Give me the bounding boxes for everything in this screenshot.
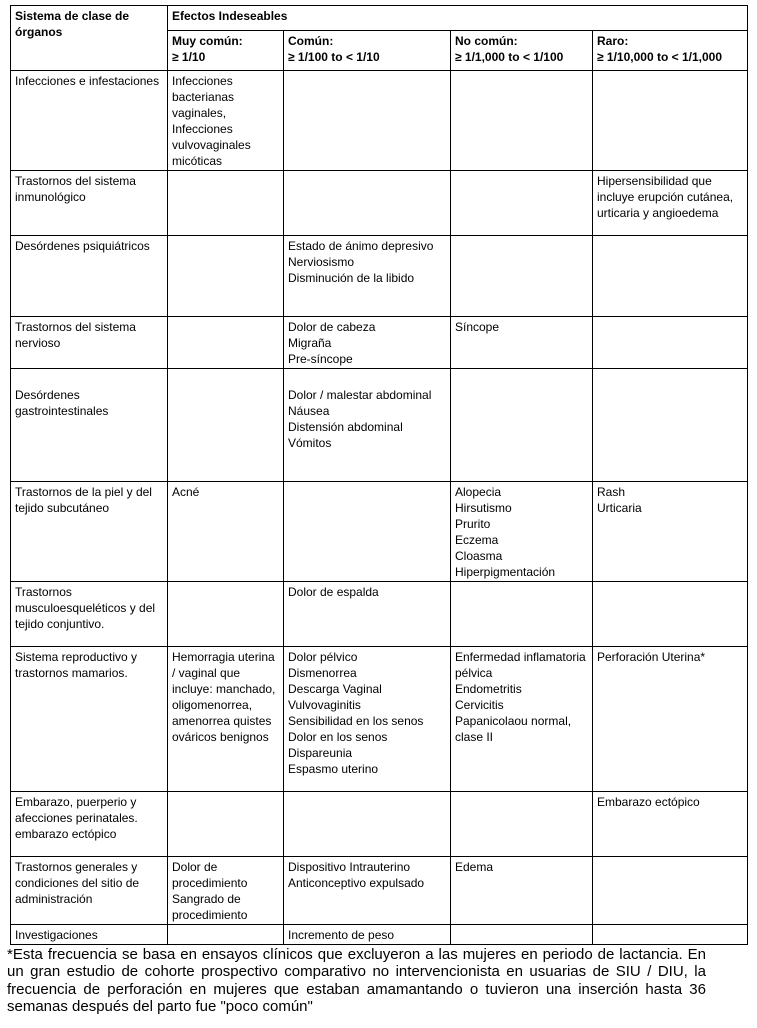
effect-item: Prurito bbox=[455, 517, 491, 531]
common-cell: Incremento de peso bbox=[284, 925, 451, 945]
effect-item: Dolor / malestar abdominal bbox=[288, 388, 432, 402]
effect-item: Cloasma bbox=[455, 549, 503, 563]
rare-cell: Embarazo ectópico bbox=[593, 792, 748, 857]
effect-item: Eczema bbox=[455, 533, 499, 547]
effect-item: Dolor de procedimiento bbox=[172, 860, 248, 890]
common-cell bbox=[284, 317, 451, 369]
common-cell: Dispositivo Intrauterino Anticonceptivo expulsado bbox=[284, 857, 451, 925]
common-cell bbox=[284, 171, 451, 236]
header-freq-rare: Raro: ≥ 1/10,000 to < 1/1,000 bbox=[593, 31, 748, 71]
header-freq-very-common: Muy común: ≥ 1/10 bbox=[168, 31, 284, 71]
rare-cell bbox=[593, 369, 748, 482]
rare-cell bbox=[593, 925, 748, 945]
table-row bbox=[11, 236, 748, 317]
soc-cell: Desórdenes gastrointestinales bbox=[11, 369, 168, 482]
very-common-cell bbox=[168, 236, 284, 317]
effect-item: Sangrado de procedimiento bbox=[172, 892, 248, 922]
table-row bbox=[11, 582, 748, 647]
header-freq-common: Común: ≥ 1/100 to < 1/10 bbox=[284, 31, 451, 71]
rare-cell bbox=[593, 71, 748, 171]
soc-cell: Trastornos del sistema inmunológico bbox=[11, 171, 168, 236]
rare-cell bbox=[593, 482, 748, 582]
table-row bbox=[11, 317, 748, 369]
effect-item: Hiperpigmentación bbox=[455, 565, 556, 579]
header-row-1 bbox=[11, 6, 748, 31]
rare-cell bbox=[593, 317, 748, 369]
soc-cell: Trastornos generales y condiciones del sitio de administración bbox=[11, 857, 168, 925]
header-freq-uncommon: No común: ≥ 1/1,000 to < 1/100 bbox=[451, 31, 593, 71]
table-row bbox=[11, 369, 748, 482]
effect-item: Nerviosismo bbox=[288, 255, 355, 269]
effect-item: Papanicolaou normal, clase II bbox=[455, 714, 572, 744]
effect-item: Vómitos bbox=[288, 436, 332, 450]
effect-item: Disminución de la libido bbox=[288, 271, 415, 285]
table-row bbox=[11, 482, 748, 582]
rare-cell bbox=[593, 236, 748, 317]
effect-item: Migraña bbox=[288, 336, 332, 350]
effect-item: Sensibilidad en los senos bbox=[288, 714, 424, 728]
very-common-cell bbox=[168, 582, 284, 647]
effect-item: Náusea bbox=[288, 404, 330, 418]
common-cell: Dolor de espalda bbox=[284, 582, 451, 647]
header-effects: Efectos Indeseables bbox=[168, 6, 748, 31]
effect-item: Endometritis bbox=[455, 682, 522, 696]
very-common-cell bbox=[168, 369, 284, 482]
effect-item: Cervicitis bbox=[455, 698, 504, 712]
soc-cell: Sistema reproductivo y trastornos mamarios. bbox=[11, 647, 168, 792]
very-common-cell bbox=[168, 925, 284, 945]
adverse-effects-table bbox=[10, 5, 748, 945]
very-common-cell: Acné bbox=[168, 482, 284, 582]
uncommon-cell bbox=[451, 582, 593, 647]
common-cell bbox=[284, 236, 451, 317]
table-row bbox=[11, 171, 748, 236]
effect-item: Alopecia bbox=[455, 485, 502, 499]
rare-cell: Hipersensibilidad que incluye erupción cutánea, urticaria y angioedema bbox=[593, 171, 748, 236]
soc-cell: Infecciones e infestaciones bbox=[11, 71, 168, 171]
common-cell bbox=[284, 482, 451, 582]
effect-item: Enfermedad inflamatoria pélvica bbox=[455, 650, 586, 680]
soc-cell: Desórdenes psiquiátricos bbox=[11, 236, 168, 317]
effect-item: Estado de ánimo depresivo bbox=[288, 239, 434, 253]
very-common-cell: Infecciones bacterianas vaginales, Infecciones vulvovaginales micóticas bbox=[168, 71, 284, 171]
table-row bbox=[11, 925, 748, 945]
common-cell bbox=[284, 71, 451, 171]
very-common-cell bbox=[168, 857, 284, 925]
effect-item: Distensión abdominal bbox=[288, 420, 403, 434]
table-row bbox=[11, 71, 748, 171]
table-row bbox=[11, 647, 748, 792]
common-cell bbox=[284, 647, 451, 792]
common-cell bbox=[284, 792, 451, 857]
rare-cell bbox=[593, 582, 748, 647]
common-cell bbox=[284, 369, 451, 482]
effect-item: Dolor en los senos Dispareunia bbox=[288, 730, 388, 760]
effect-item: Rash bbox=[597, 485, 626, 499]
effect-item: Descarga Vaginal bbox=[288, 682, 382, 696]
effect-item: Pre-síncope bbox=[288, 352, 353, 366]
effect-item: Dolor pélvico bbox=[288, 650, 358, 664]
effect-item: Vulvovaginitis bbox=[288, 698, 361, 712]
uncommon-cell bbox=[451, 71, 593, 171]
very-common-cell: Hemorragia uterina / vaginal que incluye: manchado, oligomenorrea, amenorrea quistes ováricos benignos bbox=[168, 647, 284, 792]
soc-cell: Trastornos del sistema nervioso bbox=[11, 317, 168, 369]
footnote: *Esta frecuencia se basa en ensayos clínicos que excluyeron a las mujeres en periodo de lactancia. En un gran estudio de cohorte prospectivo comparativo no intervencionista en usuarias de SIU / DIU, la frecuencia de perforación en mujeres que estaban amamantando o tuvieron una inserción hasta 36 semanas después del parto fue "poco común" bbox=[7, 946, 706, 1015]
effect-item: Dolor de cabeza bbox=[288, 320, 376, 334]
uncommon-cell bbox=[451, 482, 593, 582]
rare-cell: Perforación Uterina* bbox=[593, 647, 748, 792]
very-common-cell bbox=[168, 171, 284, 236]
uncommon-cell bbox=[451, 647, 593, 792]
very-common-cell bbox=[168, 317, 284, 369]
soc-cell: Trastornos musculoesqueléticos y del tejido conjuntivo. bbox=[11, 582, 168, 647]
effect-item: Espasmo uterino bbox=[288, 762, 379, 776]
effect-item: Urticaria bbox=[597, 501, 642, 515]
rare-cell bbox=[593, 857, 748, 925]
uncommon-cell bbox=[451, 171, 593, 236]
header-soc: Sistema de clase de órganos bbox=[11, 6, 168, 71]
uncommon-cell bbox=[451, 792, 593, 857]
very-common-cell bbox=[168, 792, 284, 857]
uncommon-cell bbox=[451, 925, 593, 945]
soc-cell: Trastornos de la piel y del tejido subcutáneo bbox=[11, 482, 168, 582]
uncommon-cell: Edema bbox=[451, 857, 593, 925]
table-row bbox=[11, 857, 748, 925]
effect-item: Hirsutismo bbox=[455, 501, 512, 515]
effect-item: Dismenorrea bbox=[288, 666, 357, 680]
uncommon-cell bbox=[451, 236, 593, 317]
uncommon-cell bbox=[451, 369, 593, 482]
table-row bbox=[11, 792, 748, 857]
soc-cell: Investigaciones bbox=[11, 925, 168, 945]
uncommon-cell: Síncope bbox=[451, 317, 593, 369]
soc-cell: Embarazo, puerperio y afecciones perinatales. embarazo ectópico bbox=[11, 792, 168, 857]
